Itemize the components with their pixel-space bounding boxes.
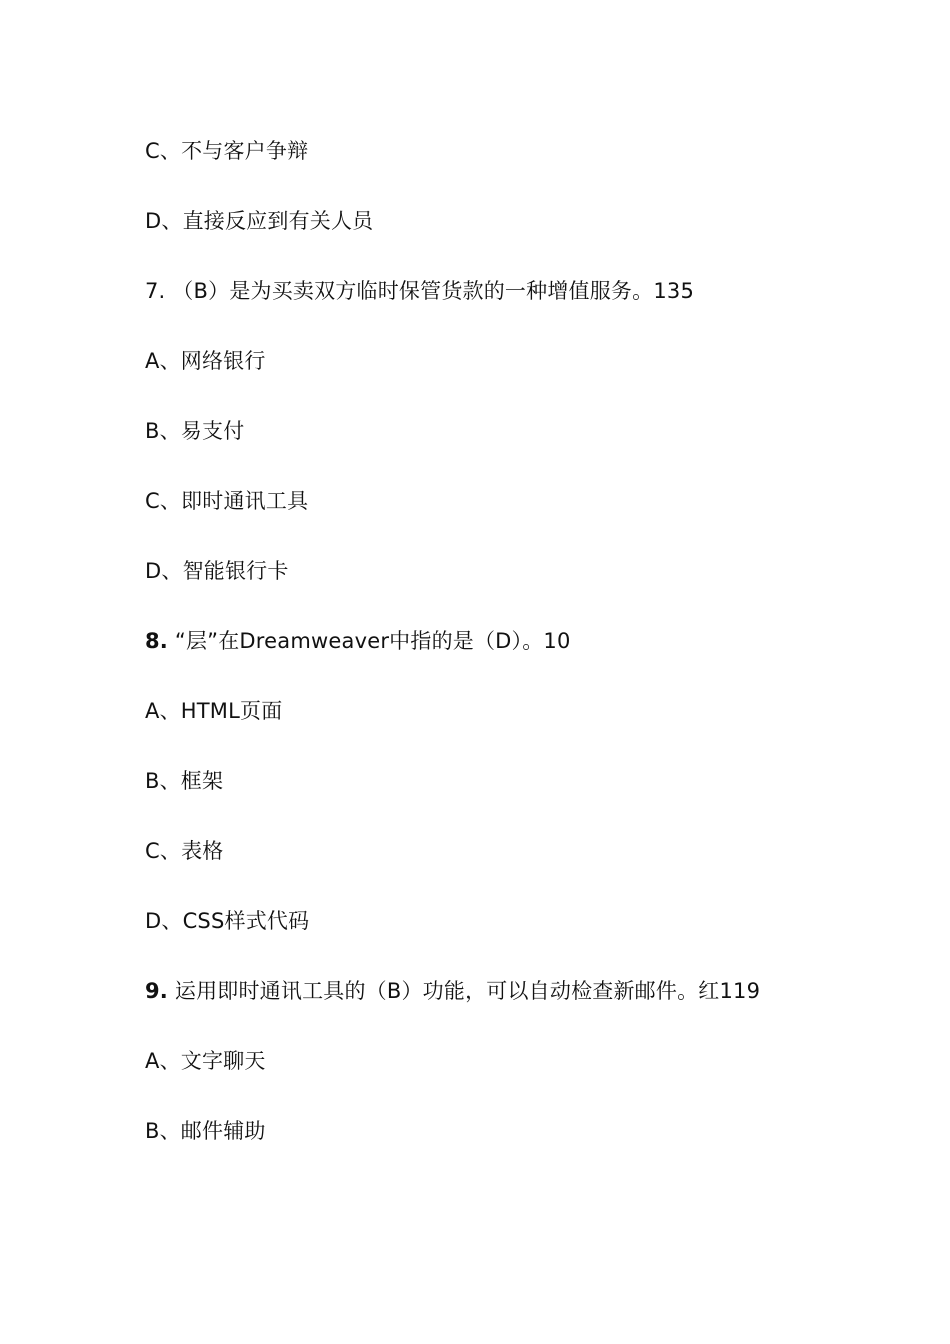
option-b-line	[145, 1117, 266, 1145]
option-text: B、易支付	[145, 419, 245, 443]
option-a-line	[145, 697, 282, 725]
option-text: A、文字聊天	[145, 1049, 266, 1073]
question-text: “层”在Dreamweaver中指的是（D）。10	[168, 629, 571, 653]
option-text: B、框架	[145, 769, 224, 793]
option-text: D、CSS样式代码	[145, 909, 310, 933]
option-text: A、HTML页面	[145, 699, 283, 723]
option-d-line	[145, 907, 309, 935]
question-number: 8.	[145, 629, 168, 653]
option-b-line	[145, 767, 223, 795]
option-c-line	[145, 837, 223, 865]
option-b-line	[145, 417, 244, 445]
option-text: D、直接反应到有关人员	[145, 209, 374, 233]
question-8-line	[145, 627, 571, 655]
question-7-line	[145, 277, 694, 305]
option-d-line	[145, 207, 373, 235]
option-c-line	[145, 137, 308, 165]
option-c-line	[145, 487, 308, 515]
question-9-line	[145, 977, 760, 1005]
option-text: C、即时通讯工具	[145, 489, 309, 513]
question-text: 运用即时通讯工具的（B）功能，可以自动检查新邮件。红119	[168, 979, 761, 1003]
option-text: C、不与客户争辩	[145, 139, 309, 163]
option-text: A、网络银行	[145, 349, 266, 373]
option-a-line	[145, 347, 266, 375]
option-text: B、邮件辅助	[145, 1119, 266, 1143]
option-d-line	[145, 557, 289, 585]
question-number: 9.	[145, 979, 168, 1003]
option-text: D、智能银行卡	[145, 559, 289, 583]
option-text: C、表格	[145, 839, 224, 863]
option-a-line	[145, 1047, 266, 1075]
question-text: 7. （B）是为买卖双方临时保管货款的一种增值服务。135	[145, 279, 694, 303]
